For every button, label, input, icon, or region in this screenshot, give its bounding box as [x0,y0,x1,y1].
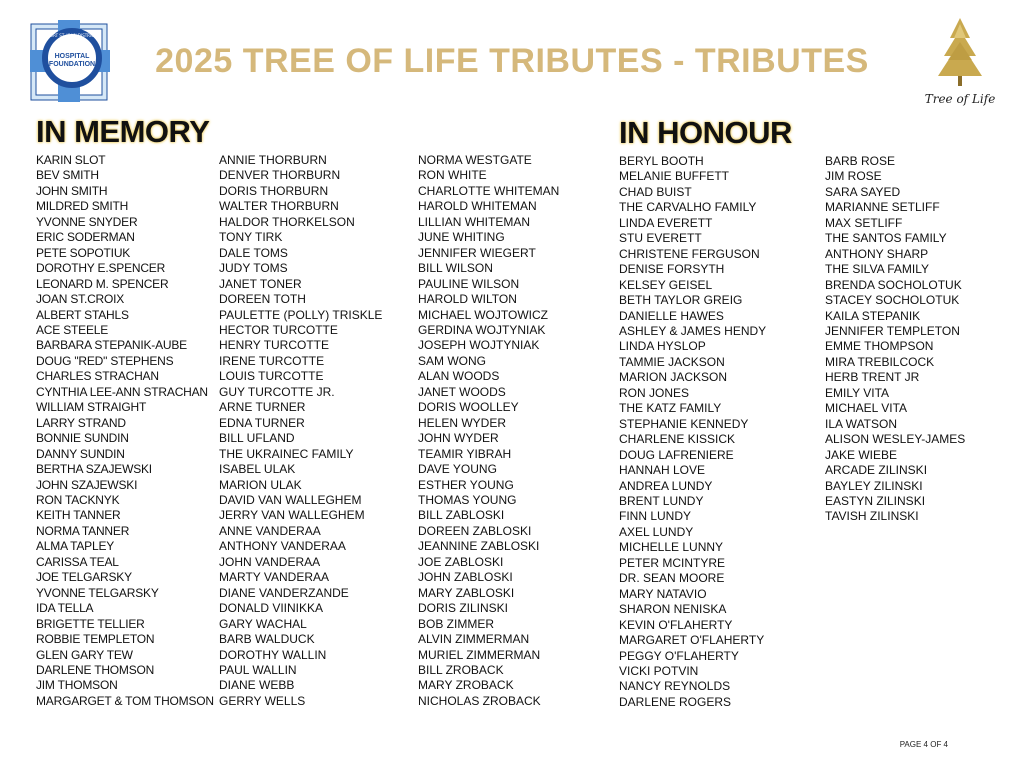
list-item: STEPHANIE KENNEDY [619,416,749,431]
list-item: ERIC SODERMAN [36,230,135,245]
list-item: DONALD VIINIKKA [219,601,324,616]
list-item: HALDOR THORKELSON [219,214,355,229]
list-item: ACE STEELE [36,322,109,337]
list-item: BEV SMITH [36,168,99,183]
logo-text-foundation: FOUNDATION [48,61,96,68]
list-item: THE SANTOS FAMILY [825,231,947,246]
list-item: CARISSA TEAL [36,554,119,569]
list-item: EDNA TURNER [219,415,305,430]
list-item: MIRA TREBILCOCK [825,354,935,369]
list-item: DIANE WEBB [219,678,295,693]
list-item: MARY ZABLOSKI [418,585,515,600]
list-item: TONY TIRK [219,230,283,245]
list-item: HECTOR TURCOTTE [219,322,338,337]
page-number: PAGE 4 OF 4 [899,740,948,749]
list-item: LARRY STRAND [36,415,126,430]
list-item: ILA WATSON [825,416,898,431]
list-item: HANNAH LOVE [619,463,706,478]
list-item: HELEN WYDER [418,415,507,430]
list-item: NORMA TANNER [36,523,130,538]
list-item: LOUIS TURCOTTE [219,369,324,384]
memory-column-3 [418,153,559,709]
list-item: NICHOLAS ZROBACK [418,693,541,708]
list-item: CYNTHIA LEE-ANN STRACHAN [36,384,208,399]
list-item: ANNE VANDERAA [219,523,321,538]
list-item: ESTHER YOUNG [418,477,514,492]
list-item: THE CARVALHO FAMILY [619,200,757,215]
list-item: PAUL WALLIN [219,662,297,677]
list-item: PETE SOPOTIUK [36,245,131,260]
list-item: IDA TELLA [36,601,94,616]
list-item: GARY WACHAL [219,616,307,631]
list-item: JEANNINE ZABLOSKI [418,539,540,554]
list-item: JOHN WYDER [418,431,499,446]
list-item: ALISON WESLEY-JAMES [825,432,966,447]
list-item: DAVE YOUNG [418,462,497,477]
list-item: TEAMIR YIBRAH [418,446,512,461]
list-item: DOROTHY E.SPENCER [36,261,166,276]
in-memory-heading: IN MEMORY [36,114,210,149]
list-item: MILDRED SMITH [36,199,129,214]
list-item: ANDREA LUNDY [619,478,713,493]
list-item: KEITH TANNER [36,508,121,523]
list-item: BARB ROSE [825,154,896,168]
list-item: DENVER THORBURN [219,168,341,183]
memory-column-2 [219,153,382,709]
list-item: STU EVERETT [619,231,702,246]
list-item: ASHLEY & JAMES HENDY [619,323,767,338]
list-item: RON WHITE [418,168,487,183]
list-item: AXEL LUNDY [619,524,694,539]
list-item: NANCY REYNOLDS [619,679,731,694]
list-item: ALMA TAPLEY [36,539,115,554]
list-item: MICHAEL VITA [825,401,908,416]
list-item: JERRY VAN WALLEGHEM [219,508,365,523]
list-item: BONNIE SUNDIN [36,431,129,446]
list-item: ANNIE THORBURN [219,153,327,167]
list-item: DENISE FORSYTH [619,262,725,277]
list-item: BERTHA SZAJEWSKI [36,462,152,477]
memory-column-1 [36,153,214,709]
list-item: BERYL BOOTH [619,154,704,168]
list-item: JIM THOMSON [36,678,118,693]
list-item: ISABEL ULAK [219,462,296,477]
list-item: BILL ZROBACK [418,662,504,677]
list-item: EMME THOMPSON [825,339,934,354]
list-item: GERRY WELLS [219,693,306,708]
list-item: JOHN SZAJEWSKI [36,477,138,492]
list-item: MARION ULAK [219,477,302,492]
list-item: EMILY VITA [825,385,890,400]
list-item: DORIS ZILINSKI [418,601,509,616]
list-item: JUDY TOMS [219,261,288,276]
list-item: BARBARA STEPANIK-AUBE [36,338,187,353]
list-item: MARY NATAVIO [619,586,707,601]
list-item: DR. SEAN MOORE [619,571,725,586]
list-item: HAROLD WHITEMAN [418,199,537,214]
list-item: GLEN GARY TEW [36,647,133,662]
list-item: FINN LUNDY [619,509,692,524]
list-item: SARA SAYED [825,184,901,199]
list-item: DORIS WOOLLEY [418,400,519,415]
list-item: THOMAS YOUNG [418,492,517,507]
list-item: CHARLES STRACHAN [36,369,159,384]
list-item: MARTY VANDERAA [219,570,330,585]
list-item: KEVIN O'FLAHERTY [619,617,733,632]
list-item: MELANIE BUFFETT [619,169,730,184]
list-item: DOREEN ZABLOSKI [418,523,532,538]
list-item: BOB ZIMMER [418,616,495,631]
list-item: GUY TURCOTTE JR. [219,384,335,399]
list-item: MAX SETLIFF [825,215,903,230]
list-item: MICHAEL WOJTOWICZ [418,307,548,322]
list-item: LILLIAN WHITEMAN [418,214,531,229]
list-item: BRENDA SOCHOLOTUK [825,277,962,292]
list-item: DORIS THORBURN [219,183,329,198]
tree-of-life-caption: Tree of Life [924,92,996,106]
list-item: ROBBIE TEMPLETON [36,632,155,647]
list-item: JENNIFER WIEGERT [418,245,536,260]
list-item: PAULINE WILSON [418,276,520,291]
list-item: JOHN VANDERAA [219,554,321,569]
list-item: ALAN WOODS [418,369,500,384]
list-item: CHARLENE KISSICK [619,432,736,447]
list-item: GERDINA WOJTYNIAK [418,322,546,337]
logo-text-hospital: HOSPITAL [54,53,90,60]
list-item: PETER MCINTYRE [619,555,726,570]
list-item: CHARLOTTE WHITEMAN [418,183,560,198]
list-item: BILL UFLAND [219,431,295,446]
list-item: BETH TAYLOR GREIG [619,293,743,308]
list-item: BRIGETTE TELLIER [36,616,145,631]
list-item: DOREEN TOTH [219,292,306,307]
list-item: CHAD BUIST [619,184,692,199]
list-item: KARIN SLOT [36,153,106,167]
list-item: JOE TELGARSKY [36,570,132,585]
list-item: BILL ZABLOSKI [418,508,505,523]
list-item: RON TACKNYK [36,492,120,507]
list-item: DOUG "RED" STEPHENS [36,353,174,368]
list-item: JOSEPH WOJTYNIAK [418,338,540,353]
list-item: DIANE VANDERZANDE [219,585,349,600]
list-item: VICKI POTVIN [619,663,699,678]
list-item: ALBERT STAHLS [36,307,129,322]
list-item: IRENE TURCOTTE [219,353,325,368]
list-item: PAULETTE (POLLY) TRISKLE [219,307,383,322]
list-item: ALVIN ZIMMERMAN [418,632,530,647]
list-item: MARGARGET & TOM THOMSON [36,693,214,708]
list-item: LEONARD M. SPENCER [36,276,169,291]
list-item: JOHN SMITH [36,183,108,198]
honour-column-1 [619,154,766,710]
list-item: NORMA WESTGATE [418,153,532,167]
list-item: DAVID VAN WALLEGHEM [219,492,362,507]
list-item: JANET TONER [219,276,302,291]
list-item: BAYLEY ZILINSKI [825,478,923,493]
list-item: DANNY SUNDIN [36,446,125,461]
list-item: EASTYN ZILINSKI [825,493,926,508]
list-item: LINDA HYSLOP [619,339,706,354]
list-item: YVONNE SNYDER [36,214,138,229]
list-item: THE UKRAINEC FAMILY [219,446,354,461]
list-item: KAILA STEPANIK [825,308,921,323]
page-title: 2025 TREE OF LIFE TRIBUTES - TRIBUTES [155,42,869,80]
list-item: KELSEY GEISEL [619,277,713,292]
list-item: DARLENE THOMSON [36,662,155,677]
honour-column-2 [825,154,965,525]
list-item: MARY ZROBACK [418,678,514,693]
list-item: TAVISH ZILINSKI [825,509,919,524]
list-item: YVONNE TELGARSKY [36,585,159,600]
list-item: TAMMIE JACKSON [619,354,725,369]
list-item: MURIEL ZIMMERMAN [418,647,541,662]
list-item: ARCADE ZILINSKI [825,463,928,478]
list-item: BARB WALDUCK [219,632,315,647]
list-item: DOUG LAFRENIERE [619,447,734,462]
list-item: HERB TRENT JR [825,370,920,385]
list-item: SHARON NENISKA [619,602,727,617]
list-item: THE KATZ FAMILY [619,401,722,416]
list-item: JUNE WHITING [418,230,505,245]
list-item: DANIELLE HAWES [619,308,724,323]
logo-ring-text: FORT ST. JOHN DISTRICT [47,33,97,38]
list-item: JAKE WIEBE [825,447,898,462]
list-item: SAM WONG [418,353,486,368]
list-item: MARIANNE SETLIFF [825,200,940,215]
list-item: THE SILVA FAMILY [825,262,930,277]
list-item: BRENT LUNDY [619,493,704,508]
list-item: MICHELLE LUNNY [619,540,724,555]
list-item: JIM ROSE [825,169,882,184]
list-item: DOROTHY WALLIN [219,647,327,662]
list-item: DARLENE ROGERS [619,694,732,709]
list-item: RON JONES [619,385,690,400]
list-item: MARGARET O'FLAHERTY [619,633,765,648]
list-item: ARNE TURNER [219,400,306,415]
list-item: MARION JACKSON [619,370,728,385]
list-item: LINDA EVERETT [619,215,713,230]
list-item: ANTHONY SHARP [825,246,929,261]
list-item: JANET WOODS [418,384,506,399]
list-item: JOAN ST.CROIX [36,292,125,307]
in-honour-heading: IN HONOUR [619,115,792,150]
list-item: JOHN ZABLOSKI [418,570,513,585]
list-item: DALE TOMS [219,245,288,260]
list-item: CHRISTENE FERGUSON [619,246,760,261]
list-item: WALTER THORBURN [219,199,339,214]
list-item: PEGGY O'FLAHERTY [619,648,739,663]
list-item: JENNIFER TEMPLETON [825,323,960,338]
list-item: HENRY TURCOTTE [219,338,330,353]
list-item: BILL WILSON [418,261,493,276]
list-item: WILLIAM STRAIGHT [36,400,147,415]
list-item: JOE ZABLOSKI [418,554,504,569]
list-item: HAROLD WILTON [418,292,517,307]
list-item: ANTHONY VANDERAA [219,539,346,554]
list-item: STACEY SOCHOLOTUK [825,293,960,308]
